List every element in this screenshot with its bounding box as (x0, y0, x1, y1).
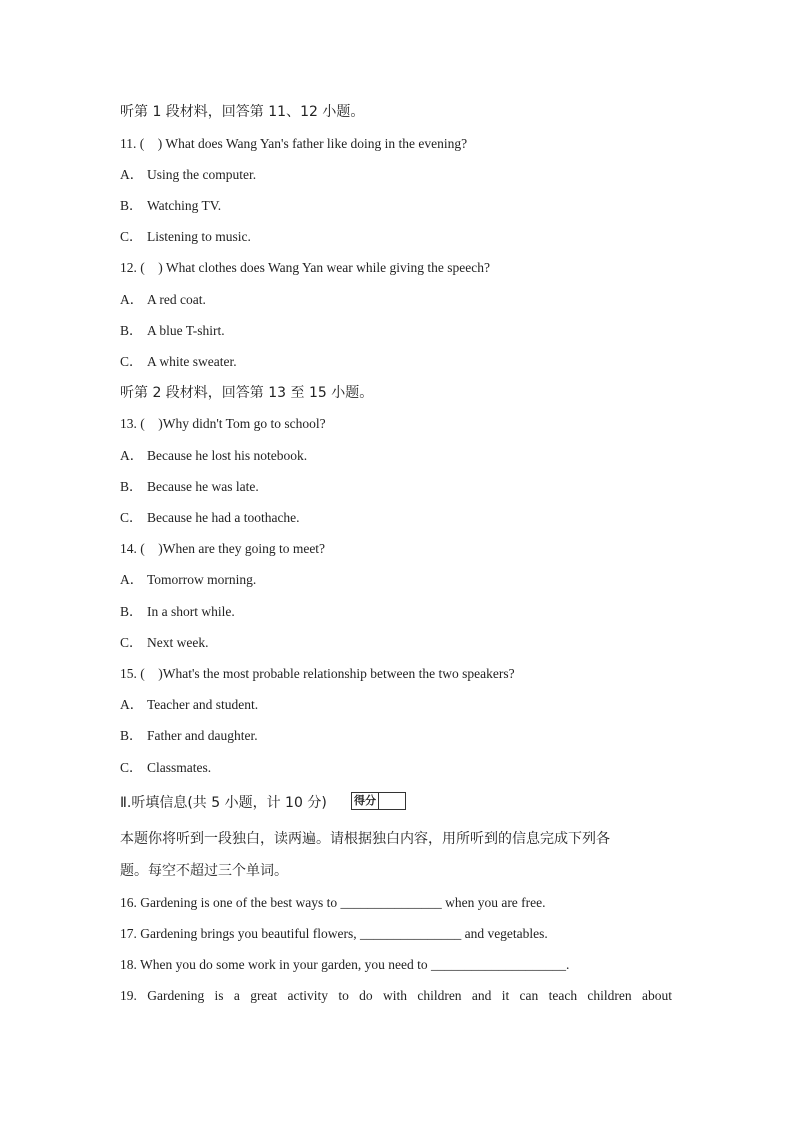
question-14-option-a (120, 571, 256, 589)
option-text: Because he was late. (147, 479, 259, 494)
option-text: Father and daughter. (147, 728, 258, 743)
option-letter: C． (120, 510, 143, 525)
option-letter: A． (120, 167, 144, 182)
instructions-line-2: 题。每空不超过三个单词。 (120, 863, 288, 879)
item-17: 17. Gardening brings you beautiful flowers, _______________ and vegetables. (120, 926, 548, 941)
question-11-option-c (120, 228, 251, 246)
question-14-option-c (120, 634, 208, 652)
question-15-stem: 15. ( )What's the most probable relationship between the two speakers? (120, 666, 515, 681)
option-letter: A． (120, 697, 144, 712)
item-19: 19. Gardening is a great activity to do with children and it can teach children about (120, 988, 672, 1003)
option-letter: A． (120, 292, 144, 307)
option-text: In a short while. (147, 604, 235, 619)
question-11-option-b (120, 197, 221, 215)
option-letter: A． (120, 448, 144, 463)
section-2-title: Ⅱ.听填信息(共 5 小题，计 10 分) (120, 795, 327, 811)
option-text: Listening to music. (147, 229, 251, 244)
item-16: 16. Gardening is one of the best ways to _______________ when you are free. (120, 895, 546, 910)
option-letter: B． (120, 479, 143, 494)
question-11-option-a (120, 166, 256, 184)
option-letter: B． (120, 604, 143, 619)
option-text: Classmates. (147, 760, 212, 775)
question-15-option-b (120, 727, 258, 745)
option-text: Teacher and student. (147, 697, 259, 712)
option-text: A white sweater. (147, 354, 237, 369)
score-label: 得分 (352, 793, 379, 809)
option-text: A blue T-shirt. (147, 323, 225, 338)
option-letter: A． (120, 572, 144, 587)
question-13-option-a (120, 447, 307, 465)
option-letter: B． (120, 323, 143, 338)
question-15-option-a (120, 696, 258, 714)
question-14-stem: 14. ( )When are they going to meet? (120, 541, 326, 556)
option-text: Watching TV. (147, 198, 222, 213)
instructions-line-1: 本题你将听到一段独白，读两遍。请根据独白内容，用所听到的信息完成下列各 (120, 831, 610, 847)
score-box (351, 792, 406, 810)
question-13-option-b (120, 478, 259, 496)
option-text: Because he lost his notebook. (147, 448, 308, 463)
passage2-heading: 听第 2 段材料，回答第 13 至 15 小题。 (120, 385, 374, 401)
question-13-stem: 13. ( )Why didn't Tom go to school? (120, 416, 326, 431)
option-letter: B． (120, 198, 143, 213)
option-letter: C． (120, 354, 143, 369)
option-letter: C． (120, 760, 143, 775)
passage1-heading: 听第 1 段材料，回答第 11、12 小题。 (120, 104, 365, 120)
option-text: Because he had a toothache. (147, 510, 300, 525)
question-12-option-c (120, 353, 237, 371)
question-15-option-c (120, 759, 211, 777)
score-blank (379, 793, 405, 809)
question-13-option-c (120, 509, 300, 527)
option-text: Tomorrow morning. (147, 572, 257, 587)
question-12-stem: 12. ( ) What clothes does Wang Yan wear while giving the speech? (120, 260, 490, 275)
option-text: Using the computer. (147, 167, 257, 182)
question-11-stem: 11. ( ) What does Wang Yan's father like doing in the evening? (120, 136, 468, 151)
item-18: 18. When you do some work in your garden, you need to ____________________. (120, 957, 570, 972)
option-letter: C． (120, 635, 143, 650)
option-text: Next week. (147, 635, 209, 650)
question-12-option-a (120, 291, 206, 309)
option-text: A red coat. (147, 292, 206, 307)
option-letter: C． (120, 229, 143, 244)
question-14-option-b (120, 603, 235, 621)
question-12-option-b (120, 322, 225, 340)
option-letter: B． (120, 728, 143, 743)
